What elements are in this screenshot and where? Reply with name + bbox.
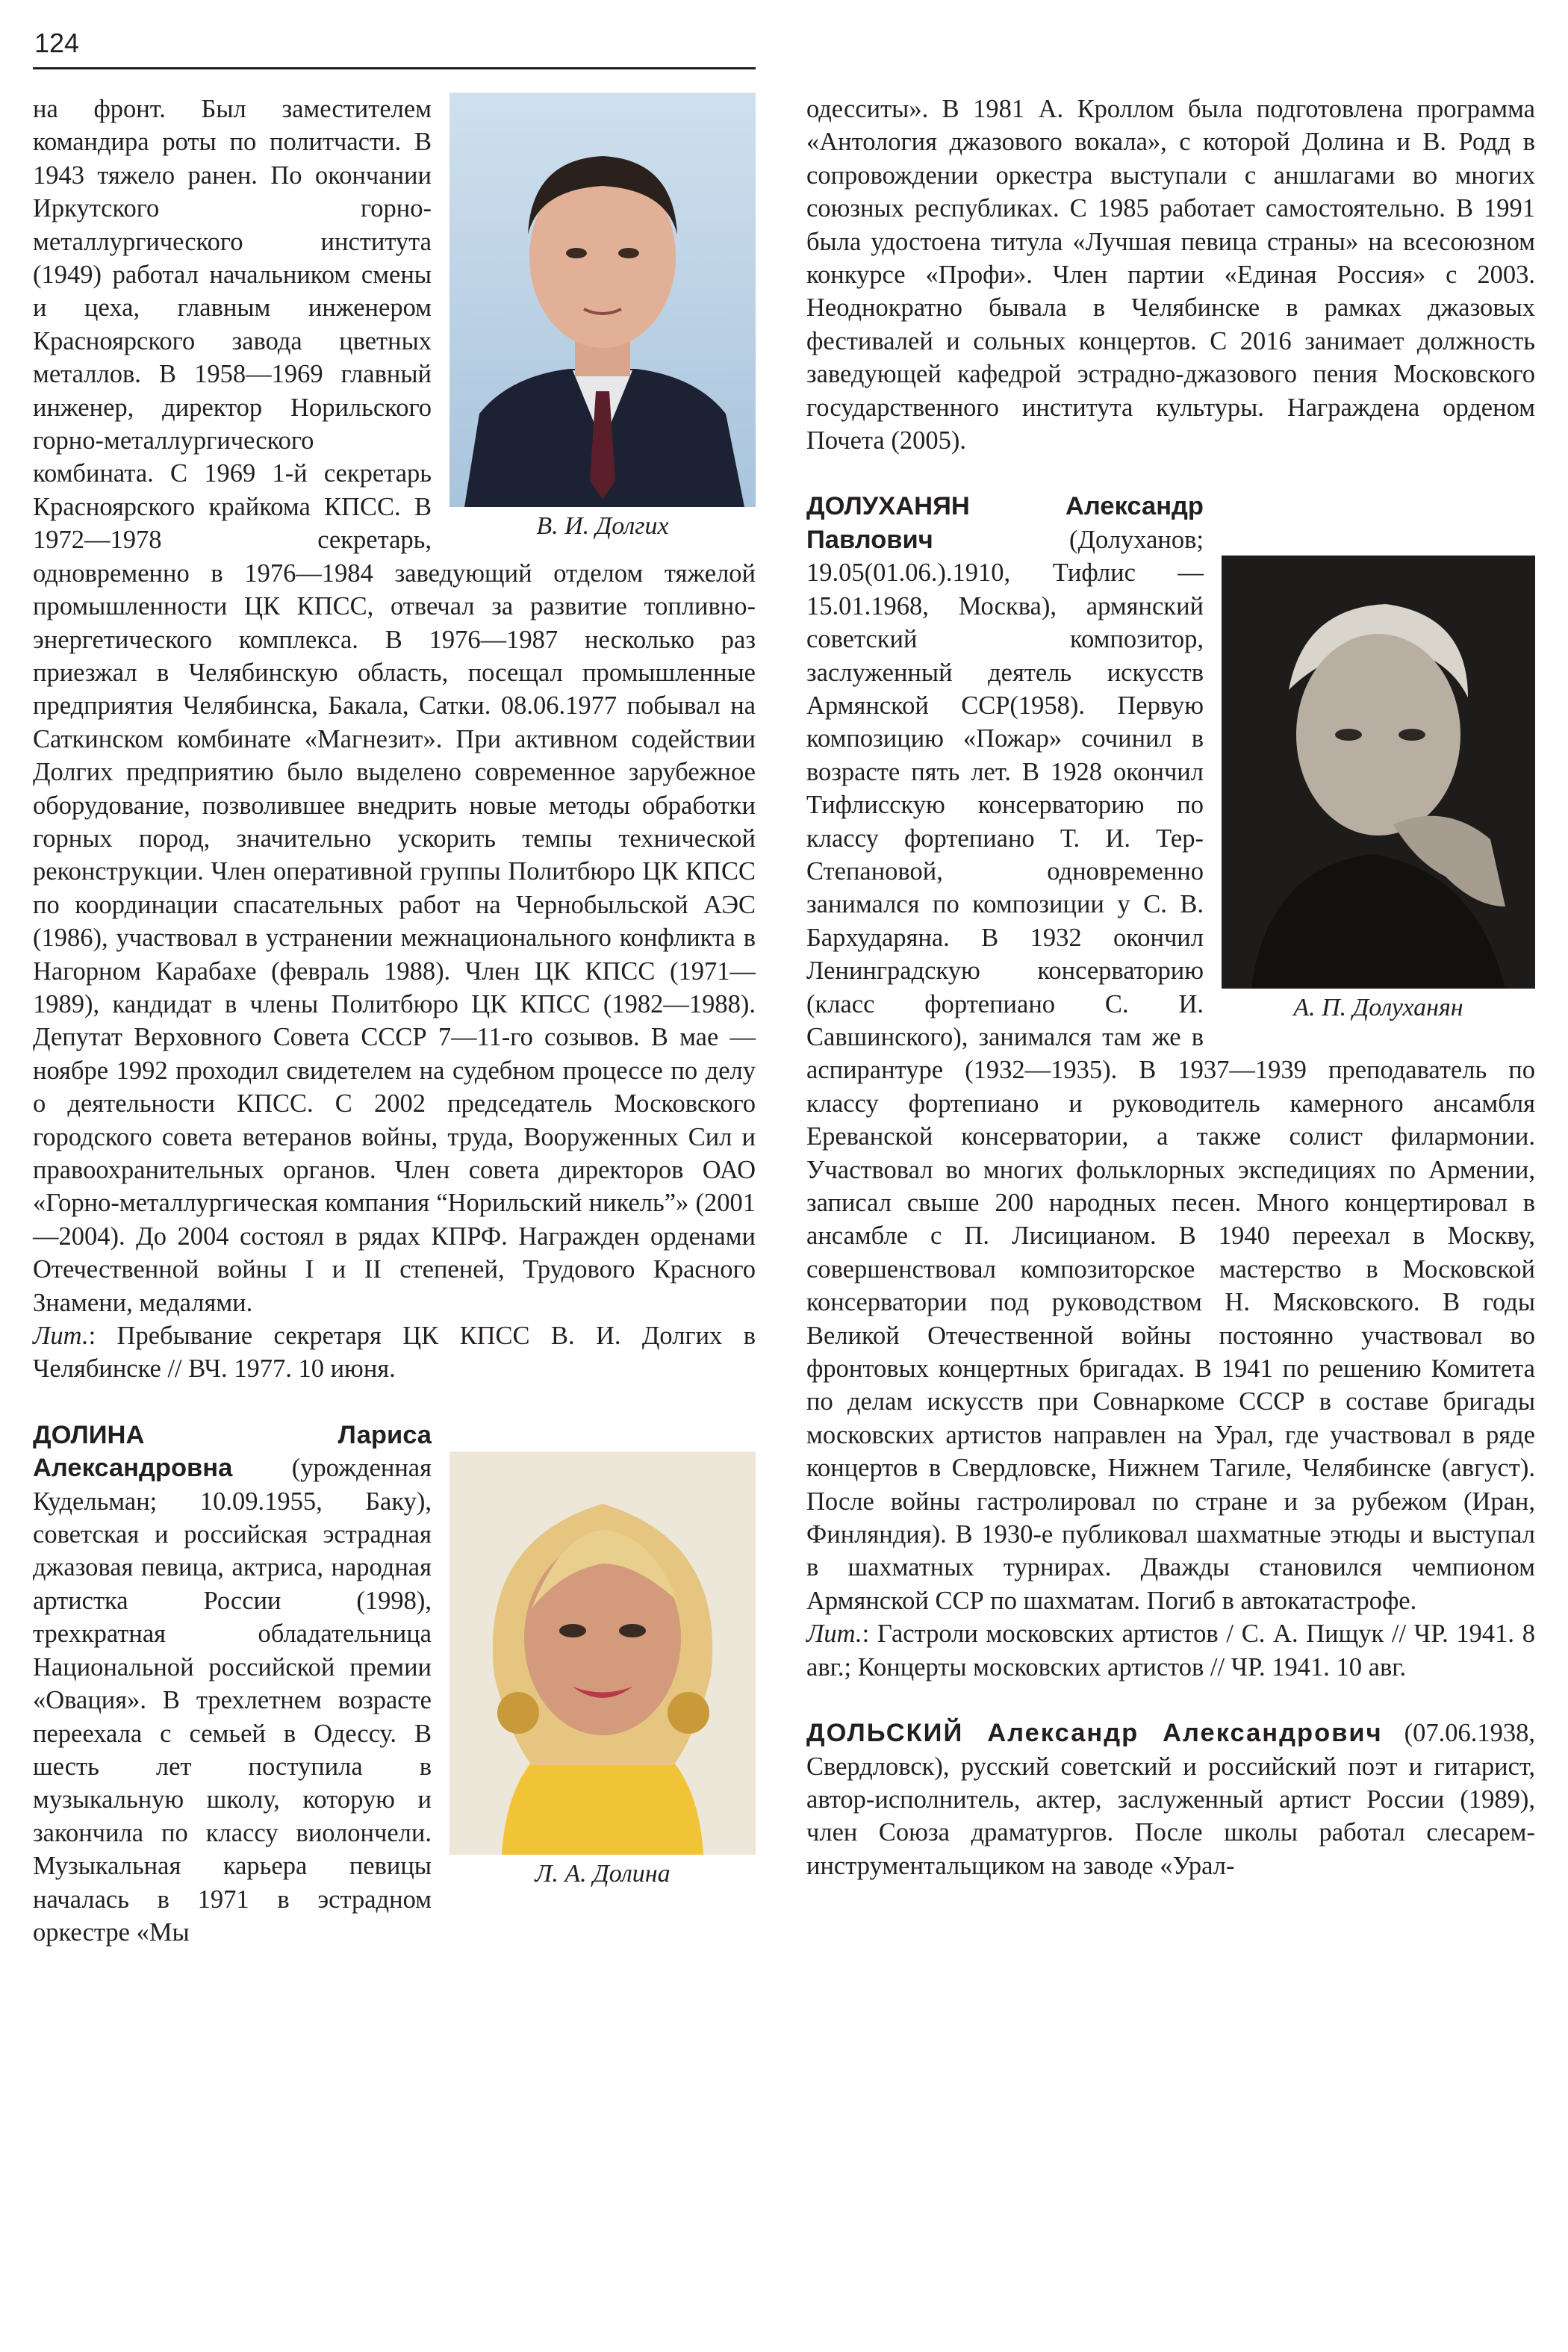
article-dolukhanyan-literature <box>806 1617 1535 1684</box>
article-dolukhanyan-text: (Долуханов; 19.05(01.06.).1910, Тифлис — 15.01.1968, Москва), армянский советский композитор, заслуженный деятель искусств Армянской ССР(1958). Первую композицию «Пожар» сочинил в возрасте пять лет. В 1928 окончил Тифлисскую консерваторию по классу фортепиано Т. И. Тер-Степановой, одновременно занимался по композиции у С. В. Бархударяна. В 1932 окончил Ленинградскую консерваторию (класс фортепиано С. И. Савшинского), занимался там же в аспирантуре (1932—1935). В 1937—1939 преподаватель по классу фортепиано и руководитель камерного ансамбля Ереванской консерватории, а также солист филармонии. Участвовал во многих фольклорных экспедициях по Армении, записал свыше 200 народных песен. Много концертировал в ансамбле с П. Лисицианом. В 1940 переехал в Москву, совершенствовал композиторское мастерство в Московской консерватории под руководством Н. Мясковского. В годы Великой Отечественной войны постоянно участвовал во фронтовых концертных бригадах. В 1941 по решению Комитета по делам искусств при Совнаркоме СССР в составе бригады московских артистов направлен на Урал, где участвовал в ряде концертов в Свердловске, Нижнем Тагиле, Челябинске (август). После войны гастролировал по стране и за рубежом (Иран, Финляндия). В 1930-е публиковал шахматные этюды и выступал в шахматных турнирах. Дважды становился чемпионом Армянской ССР по шахматам. Погиб в автокатастрофе. <box>806 525 1535 1615</box>
page-number: 124 <box>34 28 80 58</box>
caption-dolukhanyan: А. П. Долуханян <box>1293 994 1463 1022</box>
lit-label: Лит. <box>33 1322 89 1351</box>
heading-dolsky: ДОЛЬСКИЙ Александр Александрович <box>806 1719 1383 1748</box>
portrait-dolgikh-photo <box>449 93 756 507</box>
heading-dolina: ДОЛИНА Лариса Александровна <box>33 1420 432 1483</box>
heading-dolukhanyan: ДОЛУХАНЯН Александр Павлович <box>806 492 1204 554</box>
article-dolina-text: (урожденная Кудельман; 10.09.1955, Баку), советская и российская эстрадная джазовая певица, актриса, народная артистка России (1998), трехкратная обладательница Национальной российской премии «Овация». В трехлетнем возрасте переехала с семьей в Одессу. В шесть лет поступила в музыкальную школу, которую и закончила по классу виолончели. Музыкальная карьера певицы началась в 1971 в эстрадном оркестре «Мы <box>33 1454 432 1947</box>
figure-dolina <box>449 1452 756 1889</box>
article-dolsky-intro <box>806 1717 1535 1882</box>
lit-text: : Пребывание секретаря ЦК КПСС В. И. Долгих в Челябинске // ВЧ. 1977. 10 июня. <box>33 1322 756 1384</box>
lit-label: Лит. <box>806 1620 862 1649</box>
lit-text: : Гастроли московских артистов / С. А. Пищук // ЧР. 1941. 8 авг.; Концерты московских артистов // ЧР. 1941. 10 авг. <box>806 1620 1535 1681</box>
right-column <box>806 93 1535 1882</box>
header-rule <box>33 67 756 69</box>
portrait-dolina-photo <box>449 1452 756 1855</box>
caption-dolgikh: В. И. Долгих <box>536 512 669 540</box>
left-column <box>33 93 756 1949</box>
article-dolsky-text: (07.06.1938, Свердловск), русский советский и российский поэт и гитарист, автор-исполнитель, актер, заслуженный артист России (1989), член Союза драматургов. После школы работал слесарем-инструментальщиком на заводе «Урал- <box>806 1719 1535 1880</box>
figure-dolukhanyan <box>1222 556 1535 1023</box>
article-dolgikh-text: на фронт. Был заместителем командира роты по политчасти. В 1943 тяжело ранен. По окончании Иркутского горно-металлургического института (1949) работал начальником смены и цеха, главным инженером Красноярского завода цветных металлов. В 1958—1969 главный инженер, директор Норильского горно-металлургического комбината. С 1969 1-й секретарь Красноярского крайкома КПСС. В 1972—1978 секретарь, одновременно в 1976—1984 заведующий отделом тяжелой промышленности ЦК КПСС, отвечал за развитие топливно-энергетического комплекса. В 1976—1987 несколько раз приезжал в Челябинскую область, посещал промышленные предприятия Челябинска, Бакала, Сатки. 08.06.1977 побывал на Саткинском комбинате «Магнезит». При активном содействии Долгих предприятию было выделено современное зарубежное оборудование, позволившее внедрить новые методы обработки горных пород, значительно ускорить темпы технической реконструкции. Член оперативной группы Политбюро ЦК КПСС по координации спасательных работ на Чернобыльской АЭС (1986), участвовал в устранении межнационального конфликта в Нагорном Карабахе (февраль 1988). Член ЦК КПСС (1971—1989), кандидат в члены Политбюро ЦК КПСС (1982—1988). Депутат Верховного Совета СССР 7—11-го созывов. В мае — ноябре 1992 проходил свидетелем на судебном процессе по делу о деятельности КПСС. С 2002 председатель Московского городского совета ветеранов войны, труда, Вооруженных Сил и правоохранительных органов. Член совета директоров ОАО «Горно-металлургическая компания “Норильский никель”» (2001—2004). До 2004 состоял в рядах КПРФ. Награжден орденами Отечественной войны I и II степеней, Трудового Красного Знамени, медалями. <box>33 95 756 1317</box>
article-dolgikh-literature <box>33 1319 756 1386</box>
caption-dolina: Л. А. Долина <box>535 1859 671 1888</box>
figure-dolgikh <box>449 93 756 541</box>
portrait-dolukhanyan-photo <box>1222 556 1535 989</box>
article-dolina-continued: одесситы». В 1981 А. Кроллом была подготовлена программа «Антология джазового вокала», с которой Долина и В. Родд в сопровождении оркестра выступали с аншлагами во многих союзных республиках. С 1985 работает самостоятельно. В 1991 была удостоена титула «Лучшая певица страны» на всесоюзном конкурсе «Профи». Член партии «Единая Россия» с 2003. Неоднократно бывала в Челябинске в рамках джазовых фестивалей и сольных концертов. С 2016 занимает должность заведующей кафедрой эстрадно-джазового пения Московского государственного института культуры. Награждена орденом Почета (2005). <box>806 95 1535 455</box>
